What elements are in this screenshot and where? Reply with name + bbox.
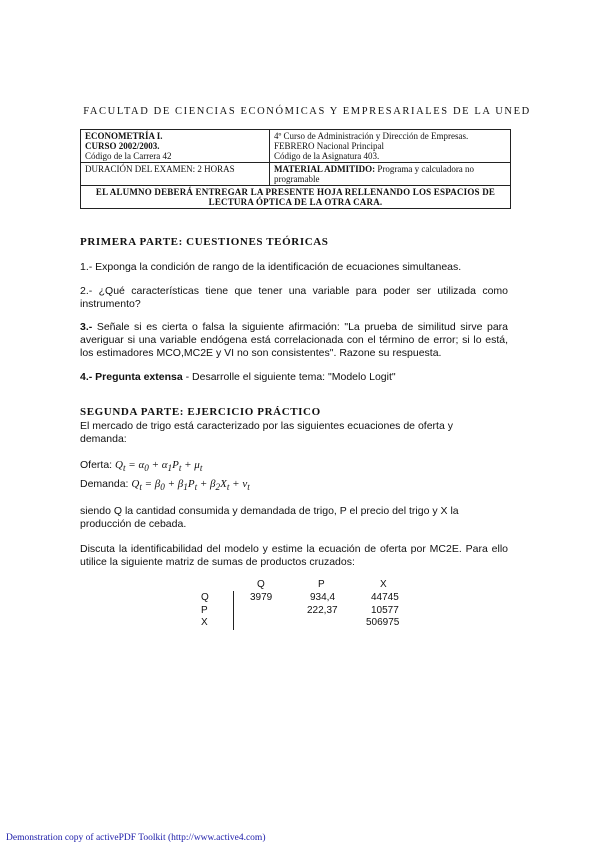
matrix-col-x: X [380, 579, 387, 590]
demand-equation [80, 478, 250, 494]
variable-definitions: siendo Q la cantidad consumida y demandada de trigo, P el precio del trigo y X la producción de cebada. [80, 505, 459, 530]
matrix-q-q: 3979 [250, 592, 273, 603]
question-1: 1.- Exponga la condición de rango de la identificación de ecuaciones simultaneas. [80, 261, 462, 273]
material-label: MATERIAL ADMITIDO: [274, 164, 376, 174]
question-4-number: 4.- Pregunta extensa [80, 371, 183, 383]
question-3-number: 3.- [80, 321, 93, 333]
duration: DURACIÓN DEL EXAMEN: 2 HORAS [81, 163, 270, 186]
exercise-intro: El mercado de trigo está caracterizado por las siguientes ecuaciones de oferta y demanda: [80, 420, 453, 445]
course-info: 4º Curso de Administración y Dirección de Empresas. [274, 131, 469, 141]
matrix-row-p: P [201, 605, 208, 616]
matrix-q-x: 44745 [371, 592, 399, 603]
matrix-p-x: 10577 [371, 605, 399, 616]
question-2: 2.- ¿Qué características tiene que tener una variable para poder ser utilizada como instrumento? [80, 285, 508, 310]
matrix-col-p: P [318, 579, 325, 590]
part1-title: PRIMERA PARTE: CUESTIONES TEÓRICAS [80, 236, 329, 248]
header-left-cell [81, 130, 270, 163]
demand-formula: $Q_t = \beta_0 + \beta_1P_t + \beta_2X_t + \nu_t$ [131, 478, 250, 493]
question-4 [80, 371, 512, 384]
material-value: Programa y calculadora no programable [274, 164, 475, 184]
career-code: Código de la Carrera 42 [85, 151, 172, 161]
demo-watermark-footer: Demonstration copy of activePDF Toolkit (http://www.active4.com) [6, 833, 266, 843]
question-3 [80, 321, 508, 360]
matrix-col-q: Q [257, 579, 265, 590]
material-cell [270, 163, 511, 186]
part2-title: SEGUNDA PARTE: EJERCICIO PRÁCTICO [80, 406, 321, 418]
exam-header-table [80, 129, 511, 209]
question-4-text: - Desarrolle el siguiente tema: "Modelo Logit" [182, 371, 396, 383]
matrix-separator [233, 591, 234, 630]
matrix-row-q: Q [201, 592, 209, 603]
exercise-task: Discuta la identificabilidad del modelo y estime la ecuación de oferta por MC2E. Para ello utilice la siguiente matriz de sumas de productos cruzados: [80, 543, 508, 568]
matrix-q-p: 934,4 [310, 592, 336, 603]
supply-label: Oferta: [80, 459, 113, 471]
session: FEBRERO Nacional Principal [274, 141, 384, 151]
matrix-p-p: 222,37 [307, 605, 338, 616]
demand-label: Demanda: [80, 478, 129, 490]
matrix-x-x: 506975 [366, 617, 400, 628]
header-right-cell [270, 130, 511, 163]
question-3-text: Señale si es cierta o falsa la siguiente afirmación: "La prueba de similitud sirve para averiguar si una variable endógena está correlacionada con el término de error; si lo está, los estimadores MCO,MC2E y VI no son consistentes". Razone su respuesta. [80, 321, 508, 359]
course-year: CURSO 2002/2003. [85, 141, 160, 151]
matrix-row-x: X [201, 617, 208, 628]
notice: EL ALUMNO DEBERÁ ENTREGAR LA PRESENTE HOJA RELLENANDO LOS ESPACIOS DE LECTURA ÓPTICA DE LA OTRA CARA. [81, 186, 511, 209]
supply-equation [80, 459, 202, 475]
subject-code: Código de la Asignatura 403. [274, 151, 380, 161]
faculty-title: FACULTAD DE CIENCIAS ECONÓMICAS Y EMPRESARIALES DE LA UNED [83, 106, 531, 117]
subject: ECONOMETRÍA I. [85, 131, 163, 141]
supply-formula: $Q_t = \alpha_0 + \alpha_1P_t + \mu_t$ [115, 459, 203, 474]
